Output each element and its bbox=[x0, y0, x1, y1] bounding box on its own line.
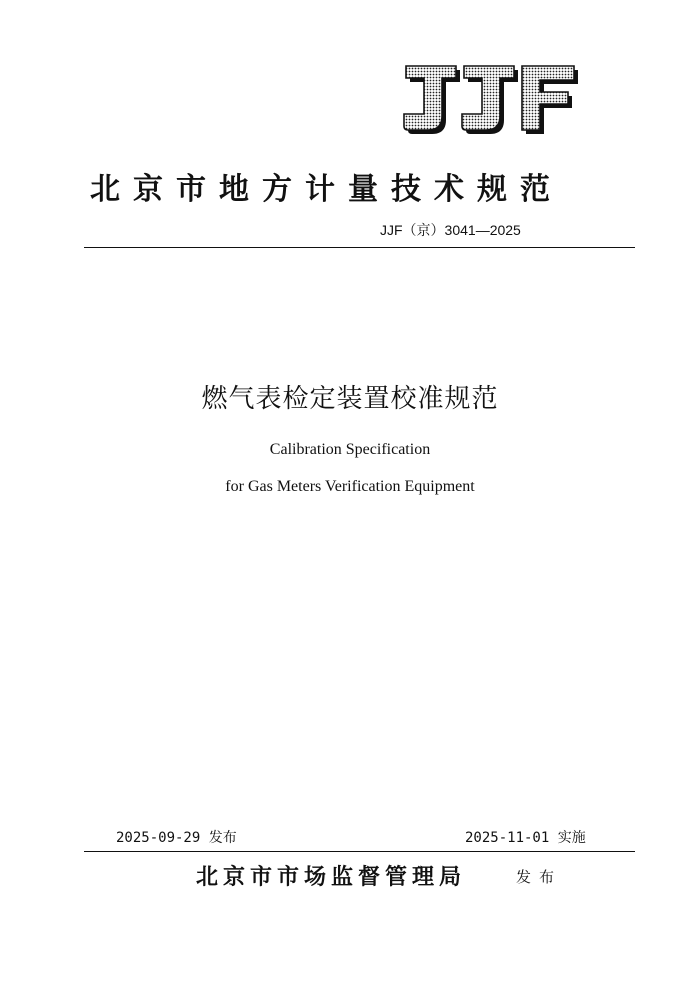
document-title-en-line2: for Gas Meters Verification Equipment bbox=[225, 478, 475, 495]
implementation-date: 2025-11-01 实施 bbox=[465, 830, 586, 846]
document-title-zh: 燃气表检定装置校准规范 bbox=[201, 384, 499, 414]
issue-date: 2025-09-29 发布 bbox=[116, 830, 237, 846]
standard-number: JJF（京）3041—2025 bbox=[380, 222, 521, 238]
issuing-authority: 北京市市场监督管理局 bbox=[196, 864, 467, 890]
document-title-en-line1: Calibration Specification bbox=[269, 441, 431, 458]
jjf-logo-icon bbox=[402, 64, 582, 138]
standard-category-title: 北京市地方计量技术规范 bbox=[90, 172, 563, 207]
issuing-authority-suffix: 发布 bbox=[516, 868, 563, 886]
bottom-divider bbox=[84, 851, 635, 852]
top-divider bbox=[84, 247, 635, 248]
